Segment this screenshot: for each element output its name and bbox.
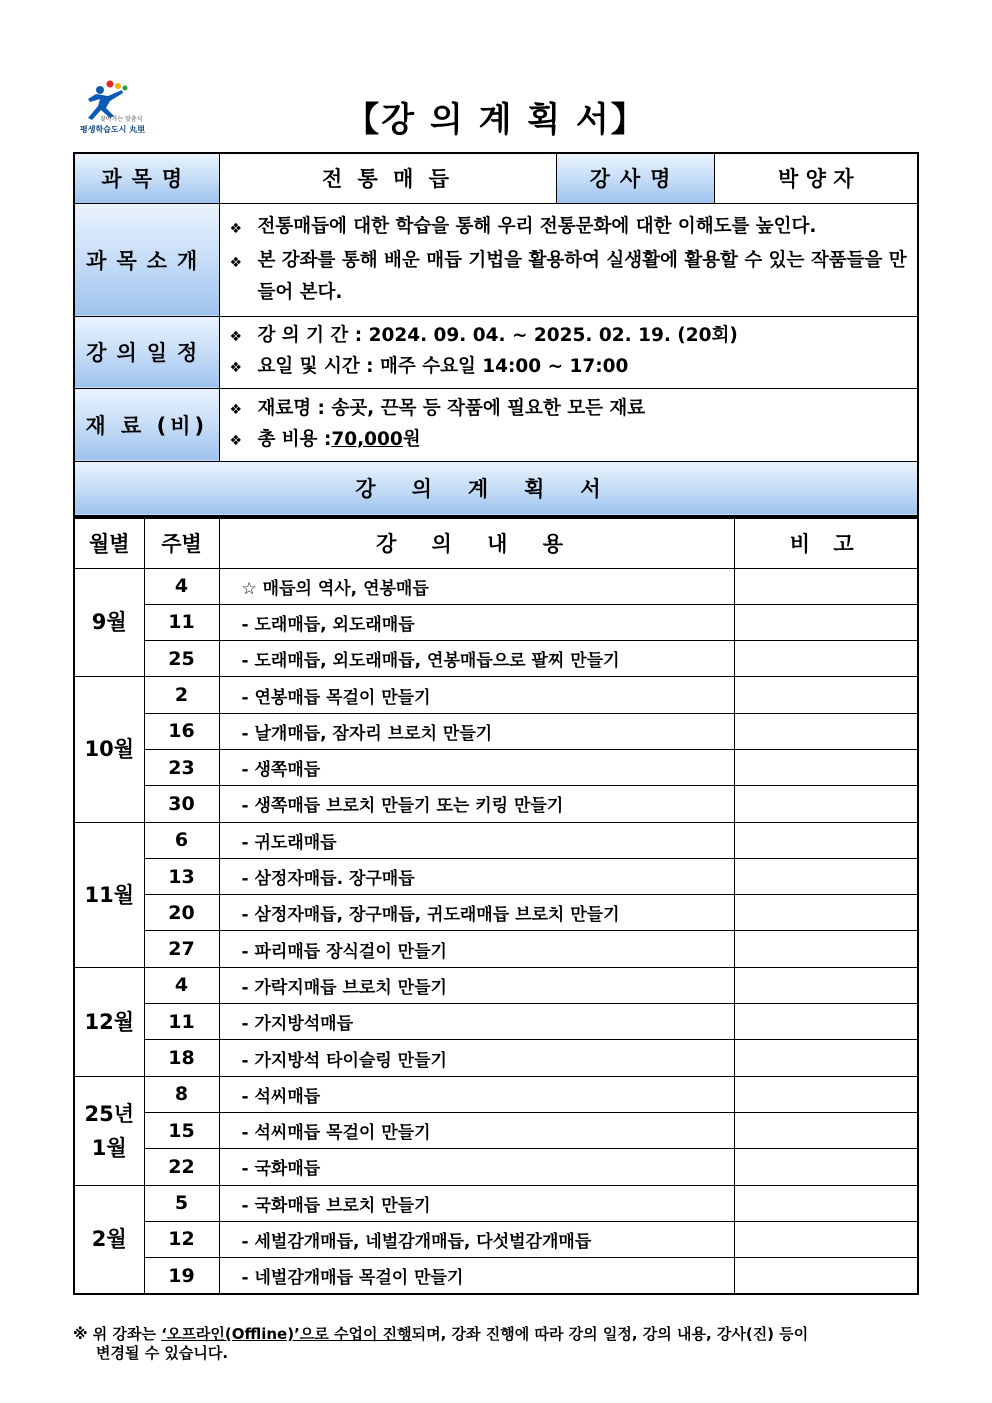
table-row [74,713,918,749]
table-row [74,1076,918,1112]
week-cell: 16 [144,713,219,749]
note-cell [734,786,918,822]
table-row [74,858,918,894]
material-content [219,388,918,461]
week-cell: 2 [144,677,219,713]
page-title: 【강 의 계 획 서】 [345,100,647,140]
diamond-bullet-icon: ❖ [229,432,243,449]
table-row [74,677,918,713]
note-cell [734,931,918,967]
note-cell [734,641,918,677]
week-cell: 11 [144,1004,219,1040]
schedule-body [74,568,918,1294]
content-cell: - 가지방석매듭 [219,1004,734,1040]
table-row [74,1040,918,1076]
footnote: ※ 위 강좌는 ‘오프라인(Offline)’으로 수업이 진행되며, 강좌 진행에 따라 강의 일정, 강의 내용, 강사(진) 등이 변경될 수 있습니다. [73,1325,809,1362]
col-content: 강 의 내 용 [219,518,734,568]
col-week: 주별 [144,518,219,568]
month-cell: 12월 [74,967,144,1076]
table-row [74,749,918,785]
month-cell: 2월 [74,1185,144,1294]
table-row [74,1221,918,1257]
week-cell: 25 [144,641,219,677]
note-cell [734,1040,918,1076]
month-cell: 10월 [74,677,144,822]
intro-item: ❖ 전통매듭에 대한 학습을 통해 우리 전통문화에 대한 이해도를 높인다. [230,211,910,245]
week-cell: 27 [144,931,219,967]
week-cell: 5 [144,1185,219,1221]
note-cell [734,1149,918,1185]
course-info-table [73,152,919,517]
table-row [74,568,918,604]
content-cell: - 국화매듭 브로치 만들기 [219,1185,734,1221]
note-cell [734,1258,918,1294]
content-cell: - 도래매듭, 외도래매듭, 연봉매듭으로 팔찌 만들기 [219,641,734,677]
table-row [74,604,918,640]
note-cell [734,967,918,1003]
content-cell: - 도래매듭, 외도래매듭 [219,604,734,640]
table-row [74,1185,918,1221]
week-cell: 20 [144,895,219,931]
note-cell [734,858,918,894]
table-row [74,1149,918,1185]
content-cell: - 날개매듭, 잠자리 브로치 만들기 [219,713,734,749]
week-cell: 19 [144,1258,219,1294]
table-row [74,641,918,677]
content-cell: - 가락지매듭 브로치 만들기 [219,967,734,1003]
content-cell: ☆ 매듭의 역사, 연봉매듭 [219,568,734,604]
content-cell: - 세벌감개매듭, 네벌감개매듭, 다섯벌감개매듭 [219,1221,734,1257]
diamond-bullet-icon: ❖ [229,401,243,418]
note-cell [734,713,918,749]
note-cell [734,749,918,785]
week-cell: 11 [144,604,219,640]
cost-item: ❖ 총 비용 : 70,000 원 [230,425,910,456]
week-cell: 30 [144,786,219,822]
intro-content [219,203,918,316]
week-cell: 6 [144,822,219,858]
diamond-bullet-icon: ❖ [229,329,243,345]
note-cell [734,895,918,931]
content-cell: - 삼정자매듭. 장구매듭 [219,858,734,894]
logo-dot-red [107,81,114,88]
content-cell: - 석씨매듭 목걸이 만들기 [219,1112,734,1148]
schedule-item: ❖ 요일 및 시간 : 매주 수요일 14:00 ~ 17:00 [230,352,910,383]
note-cell [734,568,918,604]
content-cell: - 가지방석 타이슬링 만들기 [219,1040,734,1076]
table-row [74,822,918,858]
week-cell: 22 [144,1149,219,1185]
table-row [74,1258,918,1294]
material-item: ❖ 재료명 : 송곳, 끈목 등 작품에 필요한 모든 재료 [230,394,910,425]
week-cell: 4 [144,967,219,1003]
week-cell: 4 [144,568,219,604]
intro-label: 과목소개 [74,203,219,316]
content-cell: - 생쪽매듭 [219,749,734,785]
schedule-item: ❖ 강 의 기 간 : 2024. 09. 04. ~ 2025. 02. 19. (20회) [230,321,910,352]
table-row [74,895,918,931]
cost-amount: 70,000 [331,428,403,450]
content-cell: - 파리매듭 장식걸이 만들기 [219,931,734,967]
logo-city-name: 평생학습도시 丸里 [80,125,146,134]
subject-label: 과목명 [74,153,219,203]
footnote-underlined: ‘오프라인(Offline)’으로 수업이 진행 [161,1325,412,1343]
subject-value: 전 통 매 듭 [219,153,556,203]
schedule-content [219,316,918,388]
plan-header: 강의계획서 [74,461,918,516]
logo-dot-yellow [115,83,121,89]
table-row [74,786,918,822]
note-cell [734,822,918,858]
table-row [74,967,918,1003]
week-cell: 23 [144,749,219,785]
content-cell: - 연봉매듭 목걸이 만들기 [219,677,734,713]
table-row [74,931,918,967]
col-month: 월별 [74,518,144,568]
week-cell: 12 [144,1221,219,1257]
note-cell [734,1076,918,1112]
note-cell [734,1004,918,1040]
logo-dot-green [123,86,128,91]
note-cell [734,677,918,713]
content-cell: - 네벌감개매듭 목걸이 만들기 [219,1258,734,1294]
intro-item: ❖ 본 강좌를 통해 배운 매듭 기법을 활용하여 실생활에 활용할 수 있는 작품들을 만들어 본다. [230,245,910,309]
content-cell: - 석씨매듭 [219,1076,734,1112]
week-cell: 15 [144,1112,219,1148]
month-cell: 9월 [74,568,144,677]
content-cell: - 국화매듭 [219,1149,734,1185]
table-row [74,1112,918,1148]
note-cell [734,1185,918,1221]
diamond-bullet-icon: ❖ [229,360,243,376]
content-cell: - 귀도래매듭 [219,822,734,858]
week-cell: 18 [144,1040,219,1076]
col-note: 비 고 [734,518,918,568]
note-cell [734,1221,918,1257]
week-cell: 8 [144,1076,219,1112]
teacher-value: 박 양 자 [714,153,918,203]
note-cell [734,604,918,640]
schedule-label: 강의일정 [74,316,219,388]
table-row [74,1004,918,1040]
lecture-schedule-table [73,517,919,1295]
diamond-bullet-icon: ❖ [229,220,243,237]
logo-slogan: 찾아가는 맞춤식 [100,116,143,123]
diamond-bullet-icon: ❖ [229,254,243,271]
content-cell: - 생쪽매듭 브로치 만들기 또는 키링 만들기 [219,786,734,822]
material-label: 재 료 (비) [74,388,219,461]
teacher-label: 강사명 [556,153,714,203]
content-cell: - 삼정자매듭, 장구매듭, 귀도래매듭 브로치 만들기 [219,895,734,931]
note-cell [734,1112,918,1148]
month-cell: 25년 1월 [74,1076,144,1185]
month-cell: 11월 [74,822,144,967]
week-cell: 13 [144,858,219,894]
